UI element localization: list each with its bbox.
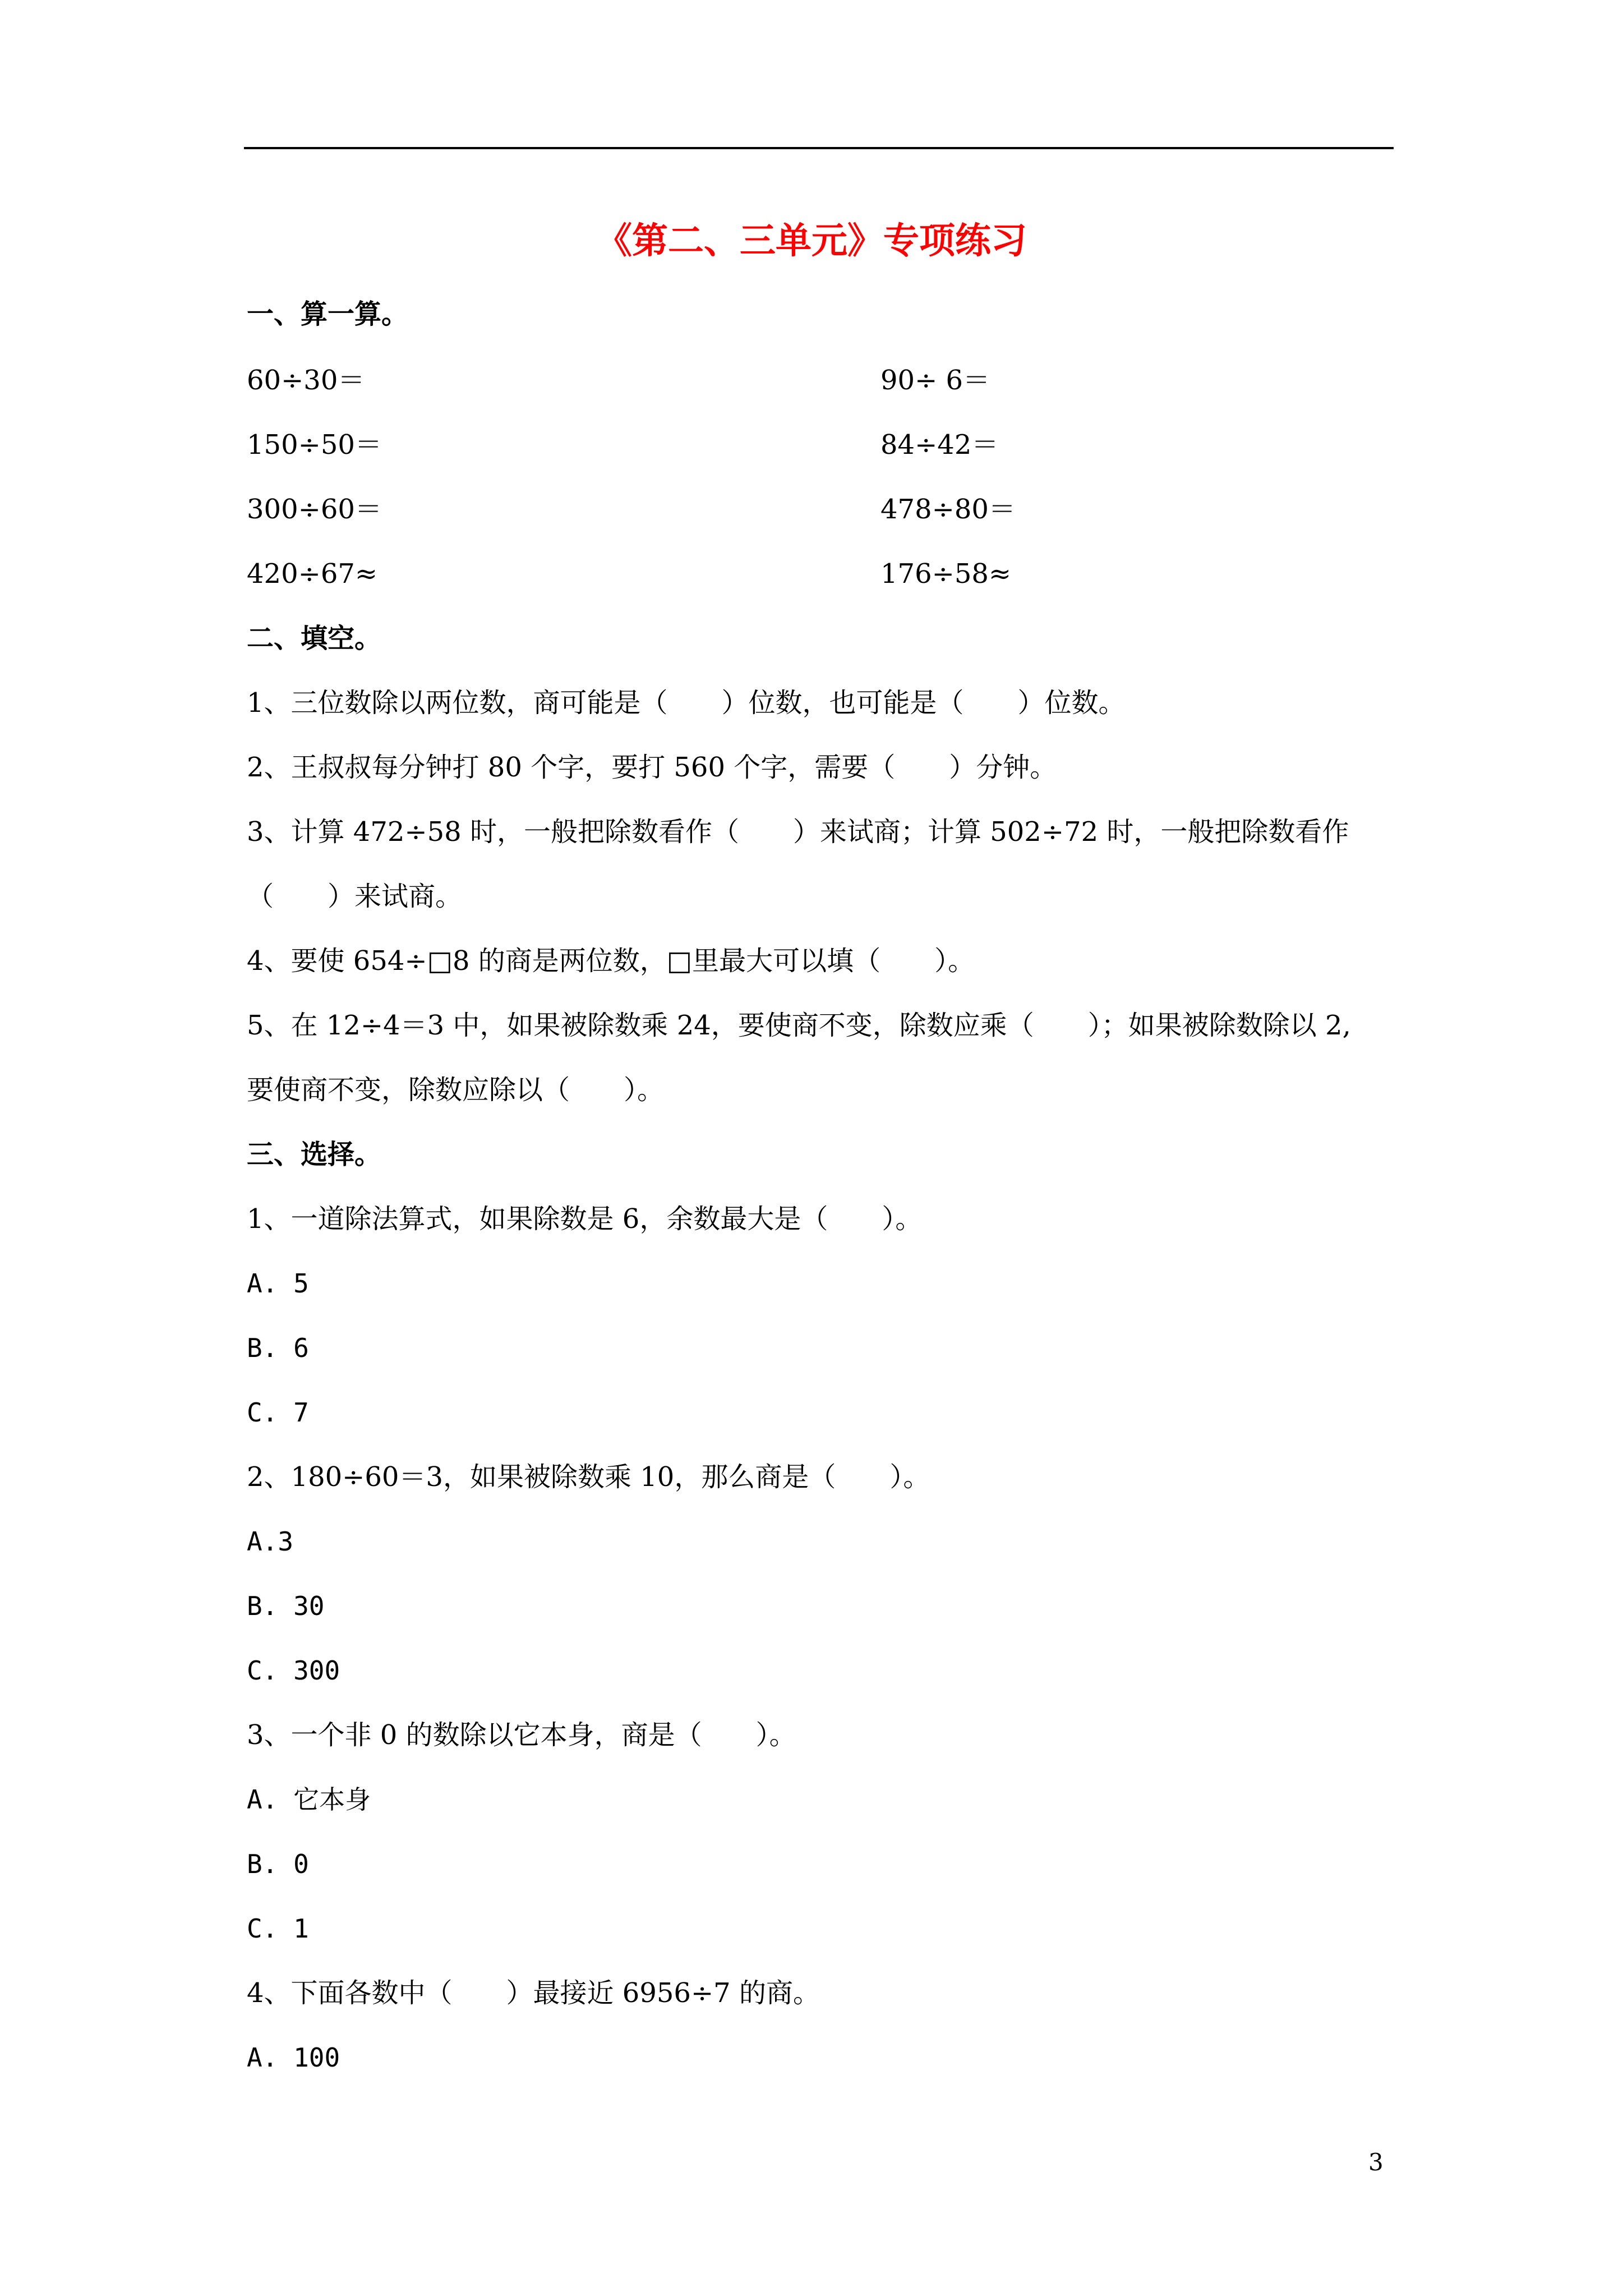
fill-question-3: 3、计算 472÷58 时，一般把除数看作（ ）来试商；计算 502÷72 时，一般把除数看作 — [247, 816, 1349, 848]
calc-item: 420÷67≈ — [247, 558, 378, 590]
option-a: A.3 — [247, 1526, 294, 1557]
choice-question-4: 4、下面各数中（ ）最接近 6956÷7 的商。 — [247, 1977, 820, 2009]
option-b: B. 0 — [247, 1849, 309, 1879]
calc-item: 176÷58≈ — [880, 558, 1012, 590]
option-b: B. 6 — [247, 1333, 309, 1363]
choice-question-2: 2、180÷60＝3，如果被除数乘 10，那么商是（ ）。 — [247, 1461, 930, 1493]
fill-question-2: 2、王叔叔每分钟打 80 个字，要打 560 个字，需要（ ）分钟。 — [247, 752, 1057, 783]
option-b: B. 30 — [247, 1591, 325, 1621]
calc-item: 60÷30＝ — [247, 365, 365, 396]
fill-question-5-cont: 要使商不变，除数应除以（ ）。 — [247, 1074, 665, 1106]
option-a: A. 它本身 — [247, 1784, 371, 1815]
option-c: C. 7 — [247, 1397, 309, 1428]
choice-question-3: 3、一个非 0 的数除以它本身，商是（ ）。 — [247, 1719, 796, 1751]
fill-question-5: 5、在 12÷4＝3 中，如果被除数乘 24，要使商不变，除数应乘（ ）；如果被除数除以 2, — [247, 1010, 1351, 1041]
option-a: A. 100 — [247, 2042, 340, 2073]
option-c: C. 300 — [247, 1655, 340, 1686]
page-number: 3 — [1368, 2148, 1384, 2176]
section-2-heading: 二、填空。 — [247, 623, 382, 654]
calc-item: 84÷42＝ — [880, 429, 999, 461]
section-3-heading: 三、选择。 — [247, 1139, 382, 1170]
calc-item: 90÷ 6＝ — [880, 365, 990, 396]
option-c: C. 1 — [247, 1913, 309, 1944]
fill-question-3-cont: （ ）来试商。 — [247, 881, 463, 912]
choice-question-1: 1、一道除法算式，如果除数是 6，余数最大是（ ）。 — [247, 1203, 923, 1235]
calc-item: 300÷60＝ — [247, 494, 382, 525]
header-rule — [244, 147, 1394, 149]
calc-item: 150÷50＝ — [247, 429, 382, 461]
option-a: A. 5 — [247, 1268, 309, 1299]
fill-question-4: 4、要使 654÷□8 的商是两位数，□里最大可以填（ ）。 — [247, 945, 975, 977]
calc-item: 478÷80＝ — [880, 494, 1016, 525]
fill-question-1: 1、三位数除以两位数，商可能是（ ）位数，也可能是（ ）位数。 — [247, 687, 1126, 719]
page-title: 《第二、三单元》专项练习 — [596, 220, 1027, 262]
section-1-heading: 一、算一算。 — [247, 298, 409, 330]
